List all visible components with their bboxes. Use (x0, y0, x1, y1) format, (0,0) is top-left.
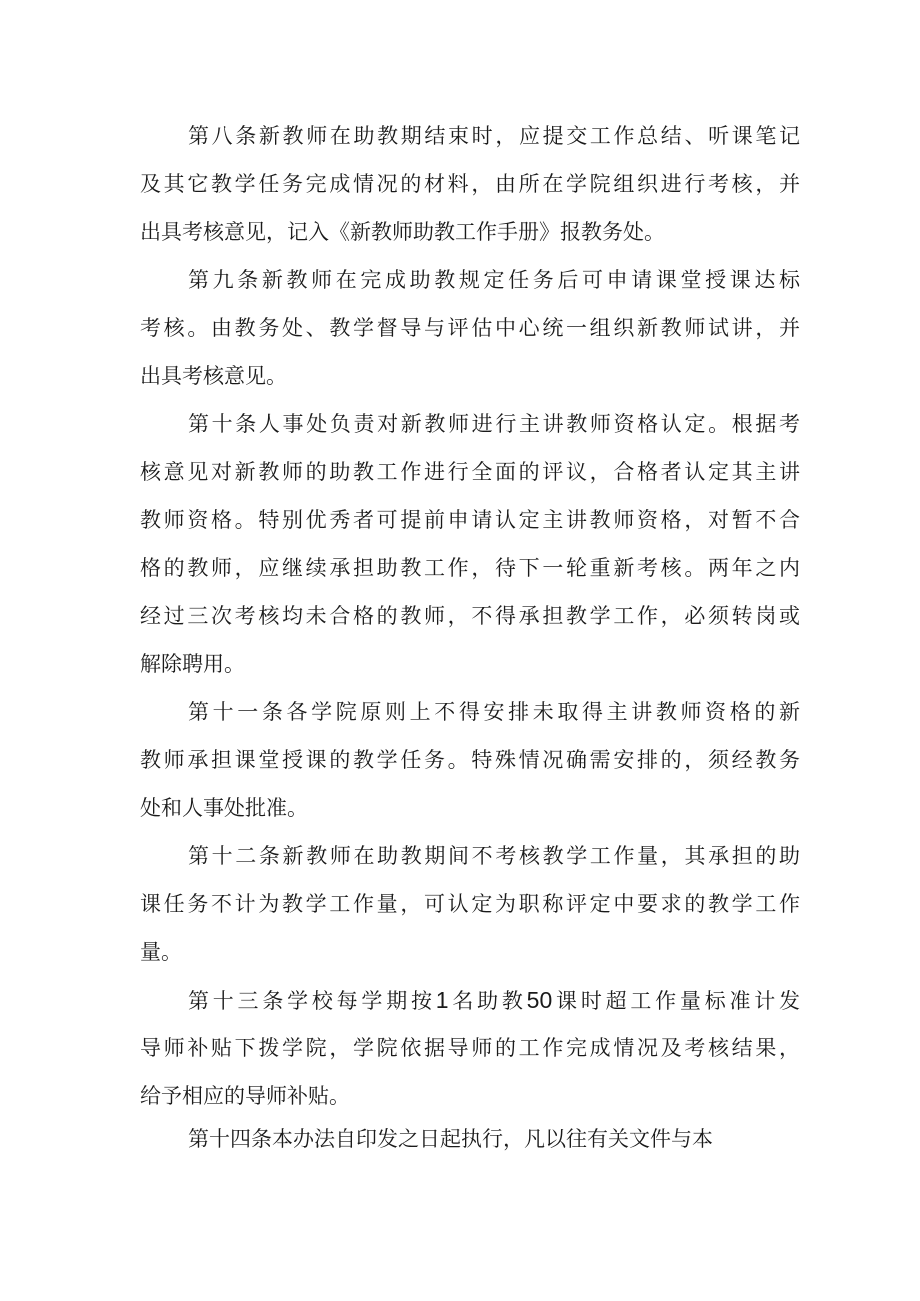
article-13-number-1: 1 (435, 987, 449, 1013)
article-14-line-1: 第十四条本办法自印发之日起执行，凡以往有关文件与本 (188, 1127, 713, 1151)
article-12-line-2: 课任务不计为教学工作量，可认定为职称评定中要求的教学工作 (140, 892, 800, 916)
article-13-text-a: 第十三条学校每学期按 (188, 989, 436, 1013)
article-11-line-3: 处和人事处批准。 (140, 796, 308, 820)
article-13-line-1 (188, 986, 800, 1014)
article-10-line-2: 核意见对新教师的助教工作进行全面的评议，合格者认定其主讲 (140, 460, 800, 484)
article-8-line-3: 出具考核意见，记入《新教师助教工作手册》报教务处。 (140, 220, 665, 244)
article-9-line-2: 考核。由教务处、教学督导与评估中心统一组织新教师试讲，并 (140, 316, 800, 340)
article-11-line-1: 第十一条各学院原则上不得安排未取得主讲教师资格的新 (188, 700, 800, 724)
article-11-line-2: 教师承担课堂授课的教学任务。特殊情况确需安排的，须经教务 (140, 748, 800, 772)
article-8-line-2: 及其它教学任务完成情况的材料，由所在学院组织进行考核，并 (140, 172, 800, 196)
article-12-line-1: 第十二条新教师在助教期间不考核教学工作量，其承担的助 (188, 844, 800, 868)
article-9-line-1: 第九条新教师在完成助教规定任务后可申请课堂授课达标 (188, 268, 800, 292)
article-13-text-b: 名助教 (448, 989, 527, 1013)
article-8-line-1: 第八条新教师在助教期结束时，应提交工作总结、听课笔记 (188, 124, 800, 148)
article-10-line-5: 经过三次考核均未合格的教师，不得承担教学工作，必须转岗或 (140, 604, 800, 628)
article-10-line-6: 解除聘用。 (140, 652, 245, 676)
article-13-text-c: 课时超工作量标准计发 (552, 989, 801, 1013)
article-13-line-2: 导师补贴下拨学院，学院依据导师的工作完成情况及考核结果， (140, 1036, 800, 1060)
article-13-line-3: 给予相应的导师补贴。 (140, 1084, 350, 1108)
article-9-line-3: 出具考核意见。 (140, 364, 287, 388)
article-13-number-50: 50 (526, 987, 553, 1013)
article-10-line-1: 第十条人事处负责对新教师进行主讲教师资格认定。根据考 (188, 412, 800, 436)
article-10-line-4: 格的教师，应继续承担助教工作，待下一轮重新考核。两年之内 (140, 556, 800, 580)
article-10-line-3: 教师资格。特别优秀者可提前申请认定主讲教师资格，对暂不合 (140, 508, 800, 532)
article-12-line-3: 量。 (140, 940, 182, 964)
